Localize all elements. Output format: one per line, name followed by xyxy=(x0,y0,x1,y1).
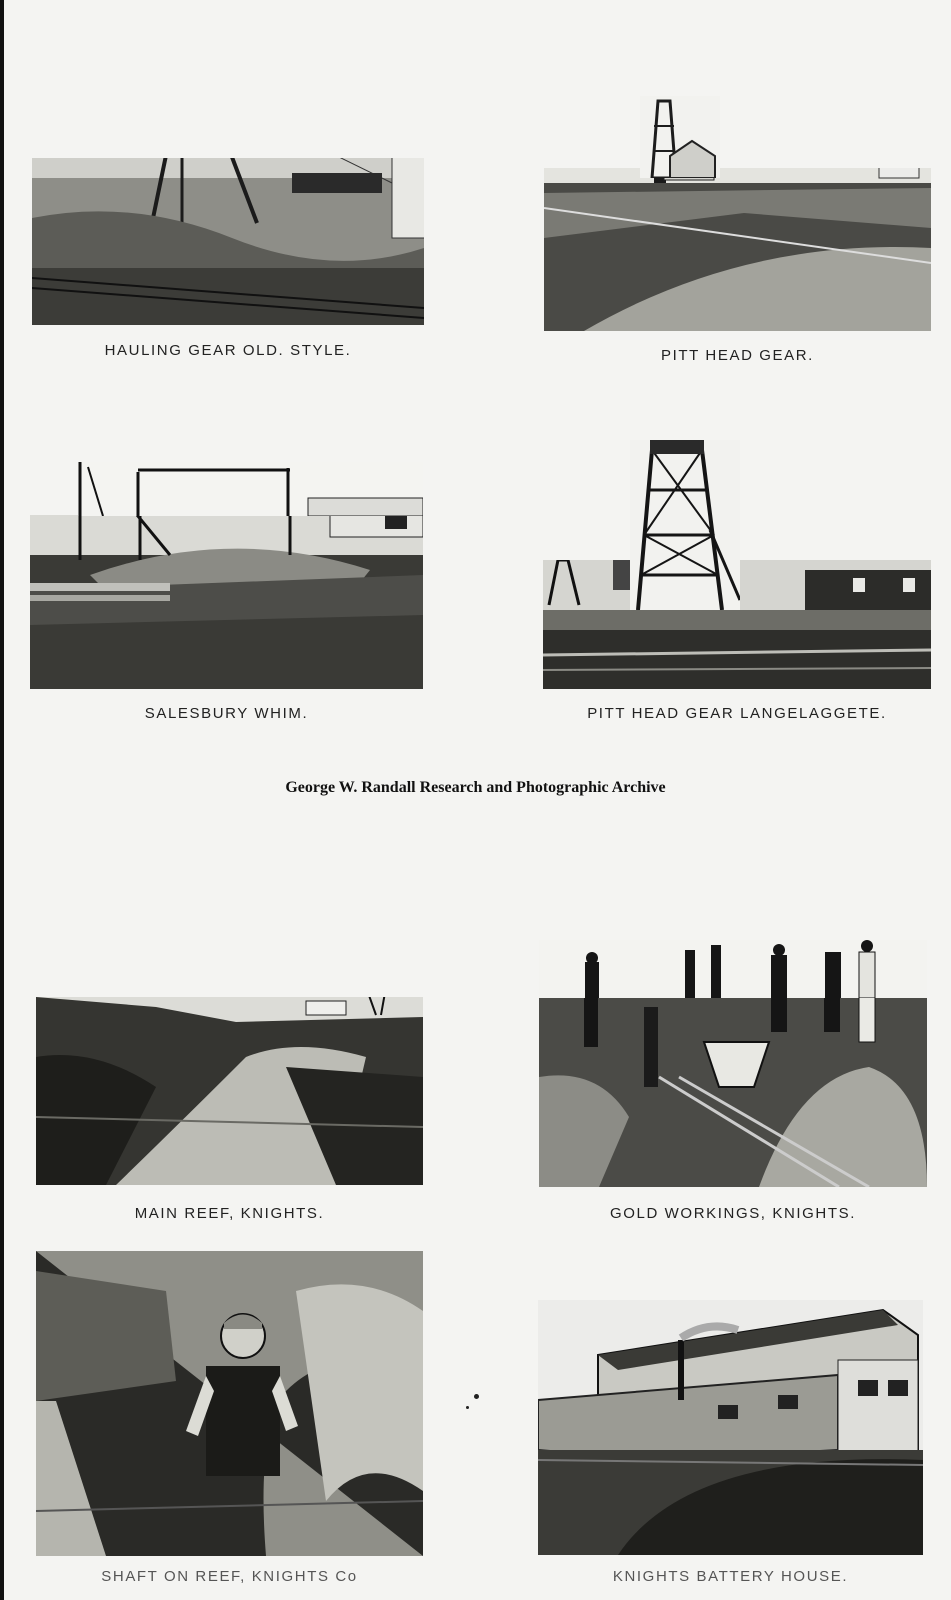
caption-main-reef: MAIN REEF, KNIGHTS. xyxy=(134,1205,325,1222)
caption-battery-house: KNIGHTS BATTERY HOUSE. xyxy=(612,1568,849,1585)
plate-hauling-gear xyxy=(32,158,424,325)
caption-gold-workings: GOLD WORKINGS, KNIGHTS. xyxy=(610,1205,856,1222)
page-edge xyxy=(0,0,4,1600)
plate-gold-workings xyxy=(539,997,927,1187)
caption-pitt-head-gear: PITT HEAD GEAR. xyxy=(661,347,814,364)
plate-pitt-head-gear xyxy=(544,168,931,331)
plate-gold-workings-sky xyxy=(539,940,927,998)
plate-langelaggete-tower xyxy=(630,440,740,610)
plate-salesbury-whim xyxy=(30,515,423,689)
plate-shaft-on-reef xyxy=(36,1251,423,1556)
caption-pitt-head-langelaggete: PITT HEAD GEAR LANGELAGGETE. xyxy=(587,705,887,722)
caption-salesbury-whim: SALESBURY WHIM. xyxy=(144,705,309,722)
print-speck xyxy=(474,1394,479,1399)
caption-hauling-gear: HAULING GEAR OLD. STYLE. xyxy=(104,342,352,359)
plate-battery-house xyxy=(538,1300,923,1555)
plate-salesbury-whim-frame xyxy=(78,462,423,516)
plate-main-reef xyxy=(36,997,423,1185)
plate-pitt-head-gear-tower xyxy=(640,96,720,178)
caption-shaft-on-reef: SHAFT ON REEF, KNIGHTS Co xyxy=(101,1568,358,1585)
print-speck xyxy=(466,1406,469,1409)
archive-credit: George W. Randall Research and Photographic Archive xyxy=(285,779,666,796)
